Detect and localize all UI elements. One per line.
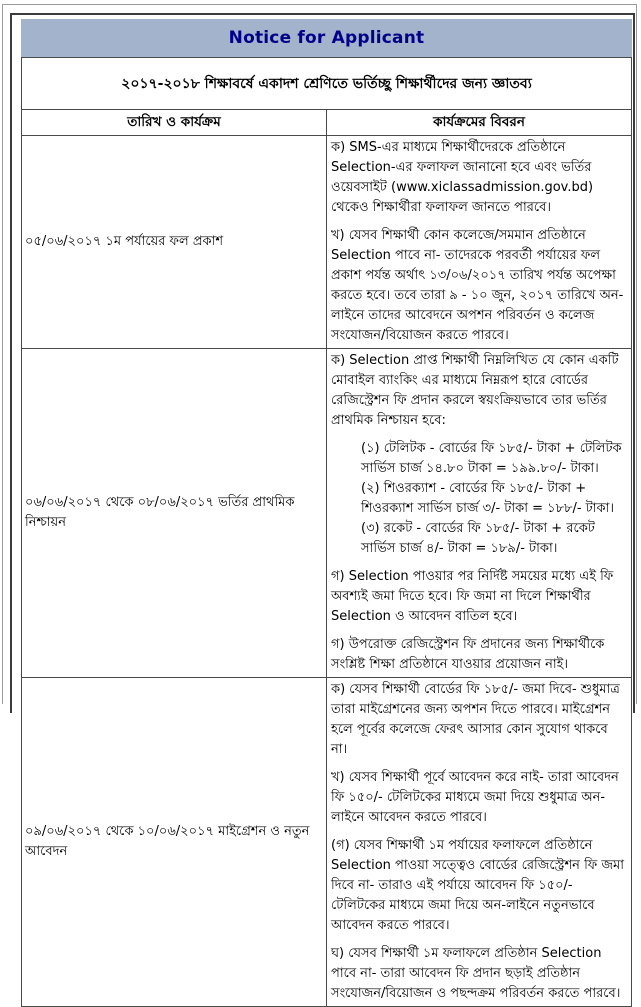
details-cell	[327, 349, 632, 678]
notice-table	[21, 57, 632, 1007]
details-cell	[327, 136, 632, 349]
column-header-row	[22, 110, 632, 136]
notice-paragraph: গ) Selection পাওয়ার পর নির্দিষ্ট সময়ের মধ্যে এই ফি অবশ্যই জমা দিতে হবে। ফি জমা না দিলে শিক্ষার্থীর Selection ও আবেদন বাতিল হবে।	[331, 569, 614, 624]
table-row	[22, 349, 632, 678]
table-row	[22, 678, 632, 1007]
table-row	[22, 136, 632, 349]
notice-paragraph: ক) যেসব শিক্ষার্থী বোর্ডের ফি ১৮৫/- জমা দিবে- শুধুমাত্র তারা মাইগ্রেশনের জন্য অপশন দিতে পারবে। মাইগ্রেশন হলে পূর্বের কলেজে ফেরৎ আসার কোন সুযোগ থাকবে না।	[331, 682, 620, 757]
notice-table-body	[22, 136, 632, 1007]
subtitle-row	[22, 58, 632, 110]
notice-title: Notice for Applicant	[228, 28, 425, 48]
notice-paragraph: (৩) রকেট - বোর্ডের ফি ১৮৫/- টাকা + রকেট সার্ভিস চার্জ ৪/- টাকা = ১৮৯/- টাকা।	[361, 521, 595, 556]
page-frame	[2, 4, 637, 1001]
date-cell: ০৬/০৬/২০১৭ থেকে ০৮/০৬/২০১৭ ভর্তির প্রাথমিক নিশ্চায়ন	[22, 349, 327, 678]
notice-paragraph: খ) যেসব শিক্ষার্থী পূর্বে আবেদন করে নাই- তারা আবেদন ফি ১৫০/- টেলিটকের মাধ্যমে জমা দিয়ে শুধুমাত্র অন-লাইনে আবেদন করতে পারবে।	[331, 770, 619, 825]
details-cell	[327, 678, 632, 1007]
date-cell: ০৫/০৬/২০১৭ ১ম পর্যায়ের ফল প্রকাশ	[22, 136, 327, 349]
notice-title-bar	[21, 19, 632, 57]
notice-paragraph: (১) টেলিটক - বোর্ডের ফি ১৮৫/- টাকা + টেলিটক সার্ভিস চার্জ ১৪.৮০ টাকা = ১৯৯.৮০/- টাকা।	[361, 441, 622, 476]
column-header-details: কার্যক্রমের বিবরন	[327, 110, 632, 136]
notice-paragraph: ক) SMS-এর মাধ্যমে শিক্ষার্থীদেরকে প্রতিষ্ঠানে Selection-এর ফলাফল জানানো হবে এবং ভর্তির ওয়েবসাইট (www.xiclassadmission.gov.bd) থেকেও শিক্ষার্থীরা ফলাফল জানতে পারবে।	[331, 140, 594, 215]
date-cell: ০৯/০৬/২০১৭ থেকে ১০/০৬/২০১৭ মাইগ্রেশন ও নতুন আবেদন	[22, 678, 327, 1007]
notice-container	[10, 13, 635, 1001]
notice-subtitle: ২০১৭-২০১৮ শিক্ষাবর্ষে একাদশ শ্রেণিতে ভর্তিচ্ছু শিক্ষার্থীদের জন্য জ্ঞাতব্য	[22, 58, 632, 110]
notice-paragraph: গ) উপরোক্ত রেজিস্ট্রেশন ফি প্রদানের জন্য শিক্ষার্থীকে সংশ্লিষ্ট শিক্ষা প্রতিষ্ঠানে যাওয়ার প্রয়োজন নাই।	[331, 637, 605, 672]
notice-paragraph: (২) শিওরক্যাশ - বোর্ডের ফি ১৮৫/- টাকা + শিওরক্যাশ সার্ভিস চার্জ ৩/- টাকা = ১৮৮/- টাকা।	[361, 481, 615, 516]
notice-paragraph: ঘ) যেসব শিক্ষার্থী ১ম ফলাফলে প্রতিষ্ঠান Selection পাবে না- তারা আবেদন ফি প্রদান ছড়াই প্রতিষ্ঠান সংযোজন/বিয়োজন ও পছন্দক্রম পরিবর্তন করতে পারবে।	[331, 946, 621, 1001]
notice-paragraph: খ) যেসব শিক্ষার্থী কোন কলেজে/সমমান প্রতিষ্ঠানে Selection পাবে না- তাদেরকে পরবর্তী পর্যায়ের ফল প্রকাশ পর্যন্ত অর্থাৎ ১৩/০৬/২০১৭ তারিখ পর্যন্ত অপেক্ষা করতে হবে। তবে তারা ৯ - ১০ জুন, ২০১৭ তারিখে অন-লাইনে তাদের আবেদনে অপশন পরিবর্তন ও কলেজ সংযোজন/বিয়োজন করতে পারবে।	[331, 228, 624, 343]
notice-paragraph: (গ) যেসব শিক্ষার্থী ১ম পর্যায়ের ফলাফলে প্রতিষ্ঠানে Selection পাওয়া সত্ত্বেও বোর্ডের রেজিস্ট্রেশন ফি জমা দিবে না- তারাও এই পর্যায়ে আবেদন ফি ১৫০/- টেলিটকের মাধ্যমে জমা দিয়ে অন-লাইনে নতুনভাবে আবেদন করতে পারবে।	[331, 838, 625, 933]
notice-paragraph: ক) Selection প্রাপ্ত শিক্ষার্থী নিম্নলিখিত যে কোন একটি মোবাইল ব্যাংকিং এর মাধ্যমে নিম্নরূপ হারে বোর্ডের রেজিস্ট্রেশন ফি প্রদান করলে স্বয়ংক্রিয়ভাবে তার ভর্তির প্রাথমিক নিশ্চায়ন হবে:	[331, 353, 619, 428]
column-header-date: তারিখ ও কার্যক্রম	[22, 110, 327, 136]
